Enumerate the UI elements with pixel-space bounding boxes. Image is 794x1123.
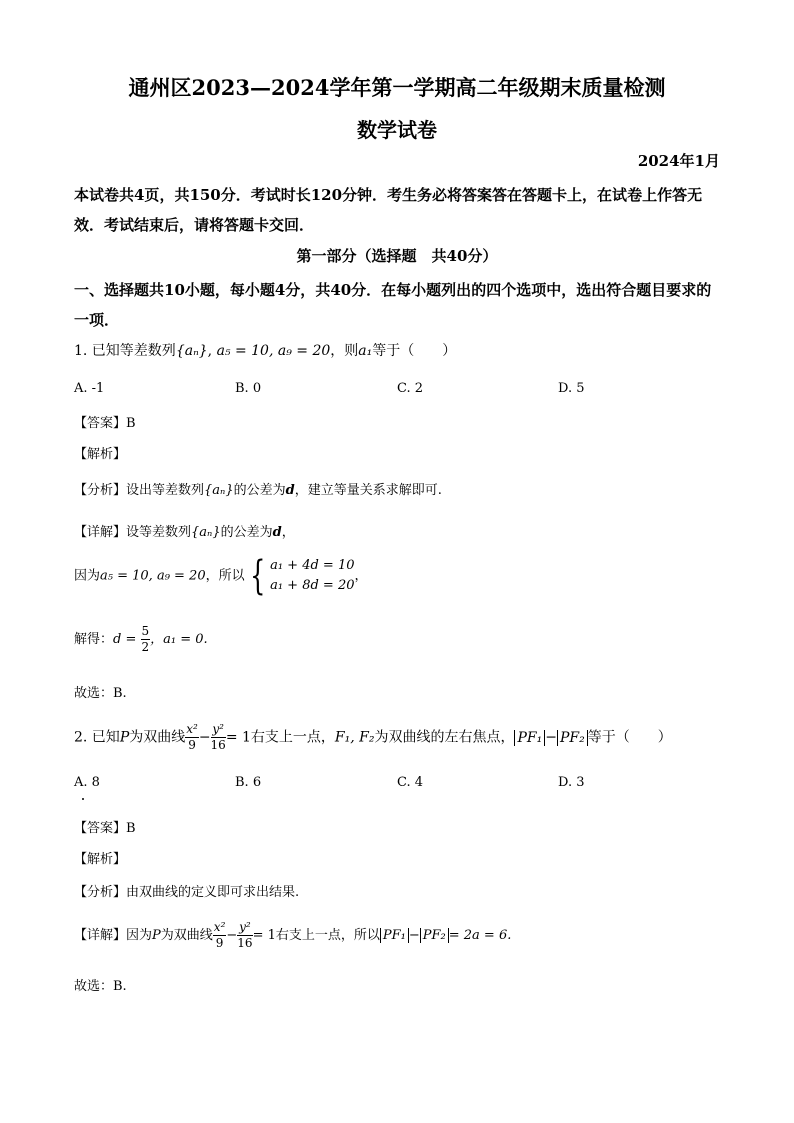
q2-fenxi (74, 881, 299, 900)
stray-dot (82, 798, 84, 800)
q1-xj-d: d (272, 525, 282, 540)
q2-analysis-tag: 【解析】 (74, 852, 127, 867)
q1-d-fraction (141, 624, 151, 655)
q2-y-fraction (211, 722, 226, 753)
q2-xj-nine: 9 (215, 936, 224, 950)
q1-xj-text-b: 的公差为 (220, 525, 273, 540)
q2-x-fraction (185, 722, 199, 753)
q2-xiangjie: 【详解】因为P为双曲线 $\frac{\text{x²}}{9}$ − $\frac{\text{y²}}{16}$ = 1右支上一点，所以 PF₁ − PF₂ = 2a = 6. (74, 920, 512, 950)
q1-xj-text-c: ， (281, 525, 295, 540)
q2-text-d: 等于（ ） (587, 729, 672, 746)
q1-system-line (74, 553, 368, 599)
q1-fenxi-text-a: 设出等差数列 (126, 483, 205, 498)
q2-xj-text-a: 因为 (126, 928, 153, 943)
q1-a1-eq: ，a₁ = 0. (150, 632, 208, 647)
q1-xj-text-a: 设等差数列 (126, 525, 192, 540)
q2-x2: x² (186, 722, 198, 736)
exam-date: 2024年1月 (637, 152, 720, 170)
q2-answer-value: B (126, 821, 136, 836)
q2-option-d: D. 3 (558, 775, 585, 790)
q2-pf2: PF₂ (557, 730, 588, 746)
q1-option-b: B. 0 (235, 381, 262, 396)
q2-xj-sixteen: 16 (237, 936, 253, 950)
q1-fenxi-text-b: 的公差为 (233, 483, 286, 498)
q1-xj-seq: {aₙ} (191, 525, 221, 540)
q1-because: 因为 (74, 568, 101, 584)
q2-xj-minus: − (226, 928, 238, 943)
q2-xj-y-fraction (237, 920, 252, 951)
q1-d-numerator: 5 (141, 624, 150, 638)
q2-xj-text-b: 为双曲线 (160, 928, 213, 943)
q2-sixteen: 16 (210, 738, 226, 752)
q2-text-c: 为双曲线的左右焦点， (374, 729, 515, 746)
q2-text-a: 为双曲线 (129, 729, 186, 746)
q1-analysis-tag: 【解析】 (74, 447, 127, 462)
q1-option-c: C. 2 (397, 381, 424, 396)
part-heading: 第一部分（选择题 共40分） (296, 247, 498, 265)
q1-solve-label: 解得： (74, 632, 114, 647)
q1-because-cond: a₅ = 10, a₉ = 20 (100, 568, 206, 584)
q1-fenxi (74, 479, 442, 498)
page-subtitle: 数学试卷 (357, 118, 437, 142)
q1-eq-1: a₁ + 4d = 10 (270, 558, 355, 573)
q2-choose: 故选：B. (74, 979, 127, 994)
q2-xj-x2: x² (213, 920, 226, 934)
q2-p: P (119, 729, 130, 746)
q2-xj-result: = 2a = 6. (448, 928, 512, 943)
q1-solution (74, 624, 208, 655)
q2-minus: − (198, 729, 211, 746)
q2-text-b: 右支上一点， (250, 729, 335, 746)
q1-fenxi-seq: {aₙ} (204, 483, 234, 498)
question-2-stem: 2. 已知P为双曲线 $\frac{\text{x²}}{9}$ − $\frac{\text{y²}}{16}$ = 1右支上一点，F₁, F₂为双曲线的左右焦点， PF₁ − PF₂ 等于（ ） (74, 722, 672, 752)
q2-option-b: B. 6 (235, 775, 262, 790)
q1-fenxi-text-c: ，建立等量关系求解即可. (294, 483, 442, 498)
q1-condition: a₅ = 10, a₉ = 20 (216, 343, 331, 359)
q2-xj-text-c: 右支上一点，所以 (275, 928, 380, 943)
q1-sequence: {aₙ} (175, 343, 208, 359)
q2-xiangjie-tag: 【详解】 (74, 928, 127, 943)
q2-answer (74, 817, 136, 836)
q1-ask: ，则 (330, 343, 359, 359)
q1-option-a: A. -1 (74, 381, 105, 396)
q2-xj-eq1: = 1 (252, 928, 276, 943)
q1-ask2: 等于（ ） (372, 343, 457, 359)
q1-xiangjie-tag: 【详解】 (74, 525, 127, 540)
q1-d-denominator: 2 (141, 640, 150, 654)
q2-answer-tag: 【答案】 (74, 821, 127, 836)
q1-fenxi-d: d (285, 483, 295, 498)
q2-xj-p: P (152, 928, 161, 943)
q1-equation-system (245, 553, 355, 599)
q1-target: a₁ (358, 343, 373, 359)
q2-xj-pf2: PF₂ (420, 928, 449, 943)
q2-number: 2. 已知 (74, 729, 120, 746)
q2-fenxi-text: 由双曲线的定义即可求出结果. (126, 885, 300, 900)
q1-comma: ， (354, 568, 368, 584)
q1-eq-2: a₁ + 8d = 20 (270, 578, 355, 593)
q1-option-d: D. 5 (558, 381, 585, 396)
page-title: 通州区2023—2024学年第一学期高二年级期末质量检测 (128, 75, 666, 100)
q2-option-a: A. 8 (74, 775, 100, 790)
section-heading: 一、选择题共10小题，每小题4分，共40分．在每小题列出的四个选项中，选出符合题目要求的一项． (74, 281, 712, 329)
q1-xiangjie (74, 521, 295, 540)
q2-nine: 9 (188, 738, 196, 752)
q2-pf1: PF₁ (514, 730, 545, 746)
left-brace-icon: { (249, 553, 265, 599)
q1-so: ，所以 (205, 568, 245, 584)
q2-fenxi-tag: 【分析】 (74, 885, 127, 900)
q2-xj-x-fraction (213, 920, 227, 951)
exam-instructions: 本试卷共4页，共150分．考试时长120分钟．考生务必将答案答在答题卡上，在试卷上作答无效．考试结束后，请将答题卡交回． (74, 186, 703, 234)
q1-answer-value: B (126, 416, 136, 431)
q1-answer (74, 412, 136, 431)
q2-eq1: = 1 (225, 729, 251, 746)
q2-y2: y² (212, 722, 224, 736)
q1-d-eq: d = (113, 632, 137, 647)
q2-xj-y2: y² (239, 920, 251, 934)
question-1-stem: 1. 已知等差数列{aₙ}, a₅ = 10, a₉ = 20，则a₁等于（ ） (74, 343, 457, 359)
q1-number: 1. 已知等差数列 (74, 343, 176, 359)
q1-answer-tag: 【答案】 (74, 416, 127, 431)
q2-f12: F₁, F₂ (334, 729, 375, 746)
q1-fenxi-tag: 【分析】 (74, 483, 127, 498)
q1-choose: 故选：B. (74, 686, 127, 701)
q2-xj-pf1: PF₁ (380, 928, 409, 943)
q2-option-c: C. 4 (397, 775, 424, 790)
